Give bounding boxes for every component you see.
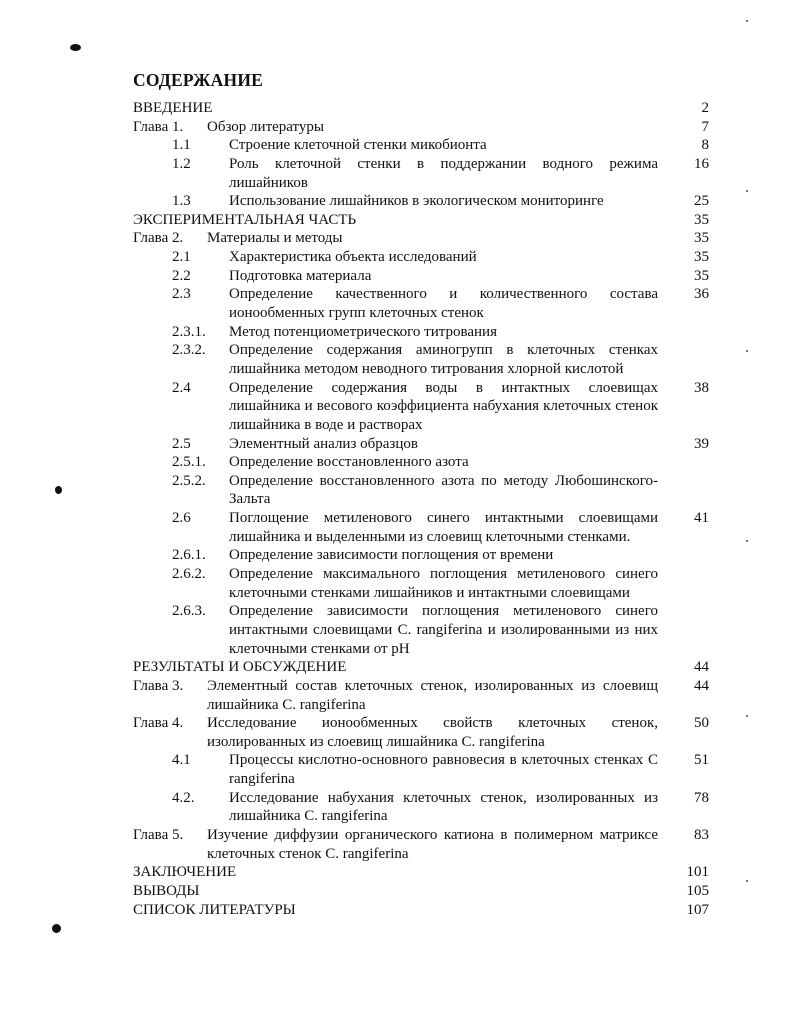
- scan-speck: [52, 924, 61, 933]
- entry-title: Элементный состав клеточных стенок, изолированных из слоевищ лишайника C. rangiferina: [207, 677, 658, 713]
- entry-number: 4.2.: [172, 789, 195, 806]
- toc-entry: [133, 658, 709, 677]
- entry-title: Определение содержания аминогрупп в клеточных стенках лишайника методом неводного титрования хлорной кислотой: [229, 342, 658, 377]
- toc-entry: [133, 379, 709, 435]
- entry-title: Обзор литературы: [207, 118, 324, 135]
- entry-number: 1.1: [172, 137, 191, 154]
- toc-entry: [133, 472, 709, 509]
- entry-page-number: 39: [694, 435, 709, 452]
- toc-entry: [133, 435, 709, 454]
- entry-page-number: 83: [694, 826, 709, 843]
- toc-entry: [133, 826, 709, 863]
- entry-number: Глава 2.: [133, 230, 184, 247]
- entry-title: Определение максимального поглощения метиленового синего клеточными стенками лишайников и интактными слоевищами: [229, 566, 658, 601]
- entry-page-number: [658, 546, 709, 565]
- toc-entry: [133, 714, 709, 751]
- entry-number: Глава 3.: [133, 677, 184, 694]
- toc-entry: [133, 323, 709, 342]
- entry-page-number: 101: [686, 864, 709, 881]
- entry-title: Определение восстановленного азота по методу Любошинского-Зальта: [229, 472, 658, 508]
- entry-page-number: 35: [694, 249, 709, 266]
- toc-entry: [133, 602, 709, 658]
- toc-entry: [133, 229, 709, 248]
- entry-title: ВВЕДЕНИЕ: [133, 100, 213, 116]
- entry-number: 2.1: [172, 249, 191, 266]
- entry-page-number: 50: [694, 715, 709, 732]
- entry-page-number: 51: [694, 752, 709, 769]
- entry-title: Подготовка материала: [229, 267, 372, 284]
- entry-page-number: [658, 565, 709, 602]
- entry-number: Глава 5.: [133, 826, 184, 843]
- entry-title: Определение зависимости поглощения метиленового синего интактными слоевищами C. rangiferina и изолированными из них клеточными стенками от pH: [229, 603, 658, 657]
- scan-mark: [746, 350, 748, 352]
- entry-title: Определение зависимости поглощения от времени: [229, 547, 554, 564]
- entry-number: 2.2: [172, 267, 191, 284]
- entry-title: Характеристика объекта исследований: [229, 249, 477, 266]
- entry-number: 2.6: [172, 510, 191, 527]
- entry-page-number: 36: [694, 286, 709, 303]
- toc-entry: [133, 136, 709, 155]
- entry-page-number: 16: [694, 155, 709, 172]
- entry-title: Использование лишайников в экологическом мониторинге: [229, 193, 604, 210]
- toc-entry: [133, 118, 709, 137]
- entry-page-number: [658, 323, 709, 342]
- entry-number: 2.5: [172, 435, 191, 452]
- entry-number: 2.3: [172, 286, 191, 303]
- entry-title: Исследование набухания клеточных стенок, изолированных из лишайника C. rangiferina: [229, 789, 658, 825]
- entry-title: ЭКСПЕРИМЕНТАЛЬНАЯ ЧАСТЬ: [133, 211, 357, 228]
- entry-page-number: [658, 341, 709, 378]
- entry-page-number: 78: [694, 789, 709, 806]
- entry-title: Исследование ионообменных свойств клеточных стенок, изолированных из слоевищ лишайника C. rangiferina: [207, 715, 658, 750]
- entry-title: Определение качественного и количественного состава ионообменных групп клеточных стенок: [229, 286, 658, 322]
- entry-title: ВЫВОДЫ: [133, 882, 200, 899]
- toc-entry: [133, 863, 709, 882]
- scan-mark: [746, 715, 748, 717]
- entry-number: 2.6.3.: [172, 603, 206, 620]
- entry-page-number: 44: [694, 677, 709, 694]
- entry-page-number: 25: [694, 193, 709, 210]
- entry-number: 2.4: [172, 379, 191, 396]
- toc-entry: [133, 882, 709, 901]
- entry-number: 2.5.1.: [172, 454, 206, 471]
- entry-number: 2.6.1.: [172, 547, 206, 564]
- entry-title: Материалы и методы: [207, 230, 343, 247]
- toc-entry: [133, 789, 709, 826]
- entry-title: Элементный анализ образцов: [229, 435, 418, 452]
- entry-number: 2.3.2.: [172, 342, 206, 359]
- entry-title: РЕЗУЛЬТАТЫ И ОБСУЖДЕНИЕ: [133, 659, 347, 676]
- toc-entry: [133, 751, 709, 788]
- toc-entry: [133, 565, 709, 602]
- entry-title: Изучение диффузии органического катиона в полимерном матриксе клеточных стенок C. rangiferina: [207, 826, 658, 862]
- page-title: СОДЕРЖАНИЕ: [133, 70, 264, 90]
- toc-entry: [133, 267, 709, 286]
- entry-title: Определение содержания воды в интактных слоевищах лишайника и весового коэффициента набухания клеточных стенок лишайника в воде и растворах: [229, 379, 658, 433]
- toc-entry: [133, 155, 709, 192]
- entry-page-number: 107: [686, 901, 709, 918]
- toc-entry: [133, 677, 709, 714]
- entry-page-number: 35: [694, 267, 709, 284]
- entry-number: 1.3: [172, 193, 191, 210]
- table-of-contents: [133, 99, 709, 919]
- toc-entry: [133, 341, 709, 378]
- scan-speck: [55, 486, 62, 494]
- entry-page-number: 8: [701, 137, 709, 154]
- entry-number: 1.2: [172, 155, 191, 172]
- entry-number: 2.3.1.: [172, 323, 206, 340]
- entry-number: 2.5.2.: [172, 472, 206, 489]
- entry-page-number: 105: [686, 882, 709, 899]
- entry-page-number: [658, 472, 709, 509]
- entry-title: Строение клеточной стенки микобионта: [229, 137, 487, 154]
- entry-page-number: 38: [694, 379, 709, 396]
- entry-title: Метод потенциометрического титрования: [229, 323, 497, 340]
- entry-page-number: 41: [694, 510, 709, 527]
- entry-title: ЗАКЛЮЧЕНИЕ: [133, 864, 237, 881]
- toc-entry: [133, 99, 709, 118]
- entry-title: Процессы кислотно-основного равновесия в клеточных стенках C rangiferina: [229, 752, 658, 788]
- entry-title: Роль клеточной стенки в поддержании водного режима лишайников: [229, 155, 658, 191]
- entry-title: Поглощение метиленового синего интактными слоевищами лишайника и выделенными из слоевищ клеточными стенками.: [229, 510, 658, 545]
- entry-page-number: 2: [701, 100, 709, 116]
- toc-entry: [133, 901, 709, 920]
- entry-page-number: [658, 453, 709, 472]
- toc-entry: [133, 509, 709, 546]
- entry-title: СПИСОК ЛИТЕРАТУРЫ: [133, 901, 296, 918]
- scan-mark: [746, 880, 748, 882]
- entry-page-number: 7: [701, 118, 709, 135]
- entry-number: 4.1: [172, 752, 191, 769]
- toc-entry: [133, 211, 709, 230]
- toc-entry: [133, 248, 709, 267]
- scan-mark: [746, 190, 748, 192]
- toc-entry: [133, 546, 709, 565]
- toc-entry: [133, 453, 709, 472]
- entry-page-number: 35: [694, 211, 709, 228]
- entry-page-number: [658, 602, 709, 658]
- toc-entry: [133, 285, 709, 322]
- entry-number: 2.6.2.: [172, 566, 206, 583]
- entry-number: Глава 4.: [133, 715, 184, 732]
- toc-entry: [133, 192, 709, 211]
- scan-mark: [746, 20, 748, 22]
- entry-number: Глава 1.: [133, 118, 184, 135]
- scan-mark: [746, 540, 748, 542]
- entry-page-number: 44: [694, 659, 709, 676]
- entry-title: Определение восстановленного азота: [229, 454, 469, 471]
- entry-page-number: 35: [694, 230, 709, 247]
- scan-speck: [70, 44, 81, 51]
